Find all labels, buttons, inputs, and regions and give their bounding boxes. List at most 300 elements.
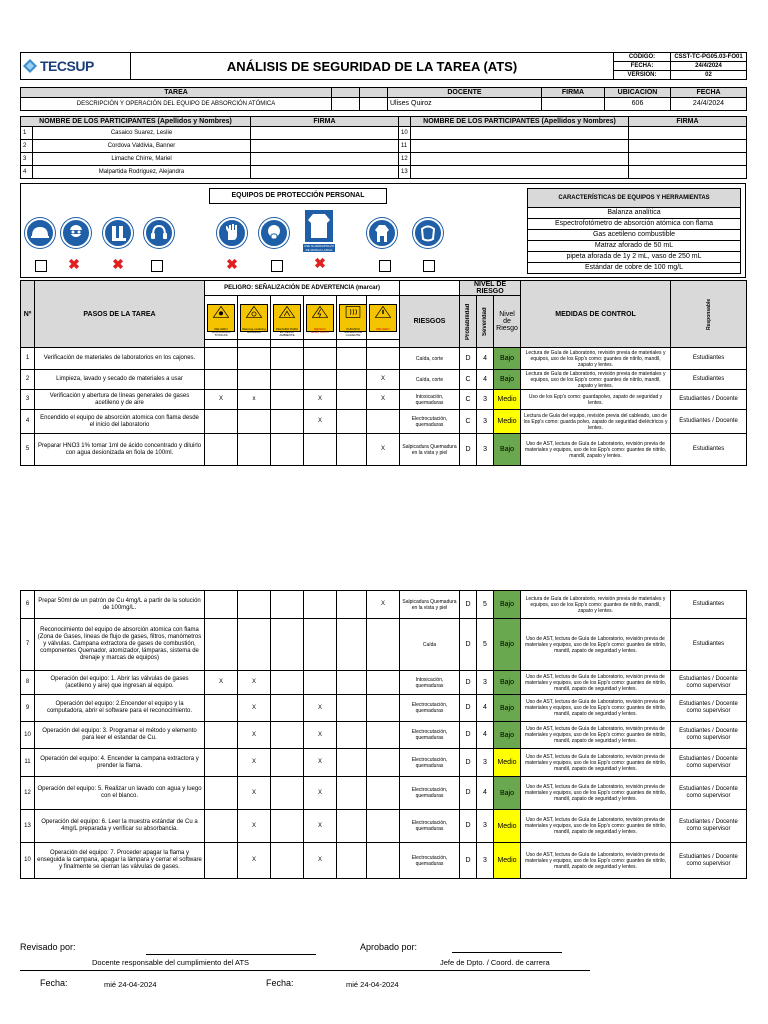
risk-description: Caída <box>400 619 460 671</box>
hazard-mark <box>337 777 367 810</box>
epp-section <box>20 183 746 278</box>
hazard-mark <box>367 843 400 879</box>
hazard-mark <box>238 410 271 434</box>
task-step-row <box>21 843 747 879</box>
hazard-mark <box>271 749 304 777</box>
participant-number: 13 <box>399 166 411 179</box>
risk-rows-page2 <box>21 591 747 879</box>
ear-protection-icon <box>144 218 174 248</box>
hazard-mark: X <box>304 843 337 879</box>
codigo-value: CSST-TC-PG05.03-FO01 <box>671 53 747 62</box>
hazard-mark: X <box>205 671 238 695</box>
step-number: 4 <box>21 410 35 434</box>
hazard-mark <box>337 749 367 777</box>
step-number: 5 <box>21 434 35 466</box>
version-label: VERSIÓN: <box>614 71 671 80</box>
severity-value: 3 <box>477 390 494 410</box>
participant-row <box>21 166 747 179</box>
fecha-label-1: Fecha: <box>40 978 68 988</box>
step-number: 7 <box>21 619 35 671</box>
step-number: 9 <box>21 695 35 722</box>
step-number: 2 <box>21 370 35 390</box>
task-step-row <box>21 410 747 434</box>
sign-oxidizer-cell <box>238 296 271 340</box>
task-step-row <box>21 348 747 370</box>
step-description: Prepar 50ml de un patrón de Cu 4mg/L a partir de la solución de 100mg/L. <box>35 591 205 619</box>
hazard-mark <box>337 434 367 466</box>
participant-number: 11 <box>399 140 411 153</box>
risk-level-badge: Bajo <box>494 348 521 370</box>
probability-value: D <box>460 348 477 370</box>
step-number: 1 <box>21 348 35 370</box>
severity-value: 3 <box>477 434 494 466</box>
respirator-checkbox[interactable] <box>271 260 283 272</box>
participant-row <box>21 140 747 153</box>
severity-value: 3 <box>477 671 494 695</box>
severity-value: 3 <box>477 810 494 843</box>
risk-description: Caída, corte <box>400 370 460 390</box>
step-number: 12 <box>21 777 35 810</box>
safety-boots-icon <box>103 218 133 248</box>
severity-value: 3 <box>477 843 494 879</box>
hazard-mark <box>367 671 400 695</box>
hazard-mark <box>304 619 337 671</box>
hazard-mark: x <box>238 390 271 410</box>
sign-caption: CUIDADO SUPERFICIE CALIENTE <box>343 326 362 337</box>
sign-caption: PELIGRO SUSTANCIAS TÓXICAS <box>211 326 231 337</box>
step-description: Operación del equipo: 1. Abrir las válvulas de gases (acetileno y aire) que ingresan al equipo. <box>35 671 205 695</box>
hazard-mark <box>271 722 304 749</box>
hazard-mark: X <box>238 671 271 695</box>
participant-row <box>21 127 747 140</box>
control-measures: Lectura de Guía de Laboratorio, revisión previa de materiales y equipos, uso de los Epp's como: guantes de nitrilo, mandil, zapato y lentes. <box>521 348 671 370</box>
hard-hat-checkbox[interactable] <box>35 260 47 272</box>
task-step-row <box>21 619 747 671</box>
task-step-row <box>21 434 747 466</box>
task-step-row <box>21 722 747 749</box>
aprobado-signature-line <box>452 952 562 953</box>
hazard-mark <box>205 434 238 466</box>
control-measures: Uso de AST, lectura de Guía de Laboratorio, revisión previa de materiales y equipos, uso de los Epp's como: guantes de nitrilo, mandil, zapato de seguridad y lentes. <box>521 695 671 722</box>
risk-level-badge: Medio <box>494 810 521 843</box>
probability-value: D <box>460 722 477 749</box>
safety-goggles-icon <box>61 218 91 248</box>
participant-name: Malpartida Rodriguez, Alejandra <box>33 166 251 179</box>
responsible-value: Estudiantes / Docente como supervisor <box>671 749 747 777</box>
hazard-mark <box>205 619 238 671</box>
hazard-mark: X <box>304 749 337 777</box>
hazard-mark <box>337 348 367 370</box>
firma-label: FIRMA <box>542 88 605 98</box>
hazard-mark: X <box>367 434 400 466</box>
severity-value: 5 <box>477 619 494 671</box>
risk-table-page1 <box>20 280 747 466</box>
lab-coat-caption: USE GUARDAPOLVO DE MANGA LARGA <box>304 244 334 252</box>
peligro-header: PELIGRO: SEÑALIZACIÓN DE ADVERTENCIA (marcar) <box>205 281 400 296</box>
hazard-mark <box>337 410 367 434</box>
task-step-row <box>21 749 747 777</box>
participant-number: 4 <box>21 166 33 179</box>
hazard-mark: X <box>304 410 337 434</box>
coverall-icon <box>367 218 397 248</box>
docente-label: DOCENTE <box>388 88 542 98</box>
fecha-value-1: mié 24-04-2024 <box>104 980 157 989</box>
no-header: Nº <box>21 281 35 348</box>
task-fecha-label: FECHA <box>671 88 747 98</box>
task-step-row <box>21 695 747 722</box>
responsible-value: Estudiantes <box>671 348 747 370</box>
hazard-mark <box>367 619 400 671</box>
riesgos-header: RIESGOS <box>400 296 460 348</box>
hazard-mark <box>271 843 304 879</box>
task-step-row <box>21 370 747 390</box>
fecha-value-2: mié 24-04-2024 <box>346 980 399 989</box>
probability-value: D <box>460 591 477 619</box>
ear-protection-checkbox[interactable] <box>151 260 163 272</box>
medidas-header: MEDIDAS DE CONTROL <box>521 281 671 348</box>
severity-value: 5 <box>477 591 494 619</box>
step-number: 13 <box>21 810 35 843</box>
probability-value: D <box>460 434 477 466</box>
control-measures: Uso de AST, lectura de Guía de Laboratorio, revisión previa de materiales y equipos, uso de los Epp's como: guantes de nitrilo, mandil, zapato de seguridad y lentes. <box>521 671 671 695</box>
participants-table <box>20 116 747 179</box>
lab-coat-marked-icon: ✖ <box>314 255 326 271</box>
hazard-mark: X <box>304 777 337 810</box>
risk-level-badge: Bajo <box>494 722 521 749</box>
step-description: Verificación y abertura de líneas generales de gases acetileno y de aire <box>35 390 205 410</box>
sign-caption: PELIGRO PARA EL MEDIO AMBIENTE <box>275 326 299 337</box>
logo-cell <box>21 53 131 80</box>
risk-description: Salpicadura Quemadura en la vista y piel <box>400 434 460 466</box>
hot-surface-warning-icon <box>339 304 367 337</box>
hazard-mark <box>205 810 238 843</box>
hazard-mark <box>271 777 304 810</box>
ubicacion-label: UBICACIÓN <box>605 88 671 98</box>
hazard-mark <box>238 619 271 671</box>
task-step-row <box>21 777 747 810</box>
hazard-mark <box>337 591 367 619</box>
sign-caption: Warning oxidizing substance <box>242 326 266 334</box>
hazard-mark <box>367 410 400 434</box>
risk-level-badge: Bajo <box>494 671 521 695</box>
task-step-row <box>21 810 747 843</box>
hazard-mark <box>205 777 238 810</box>
pasos-header: PASOS DE LA TAREA <box>35 281 205 348</box>
nivel-riesgo-header: Nivel de Riesgo <box>494 296 521 348</box>
risk-description: Intoxicación, quemaduras <box>400 671 460 695</box>
hazard-mark <box>337 722 367 749</box>
participant-row <box>21 153 747 166</box>
responsible-value: Estudiantes / Docente como supervisor <box>671 777 747 810</box>
docente-responsable-text: Docente responsable del cumplimiento del ATS <box>92 958 250 967</box>
probability-value: C <box>460 390 477 410</box>
step-description: Operación del equipo: 4. Encender la campana extractora y prender la flama. <box>35 749 205 777</box>
severity-value: 4 <box>477 777 494 810</box>
hazard-mark <box>271 671 304 695</box>
control-measures: Uso de los Epp's como: guardapolvo, zapato de seguridad y lentes. <box>521 390 671 410</box>
responsable-header: Responsable <box>705 298 712 330</box>
risk-description: Electrocutación, quemaduras <box>400 810 460 843</box>
hazard-mark <box>205 348 238 370</box>
risk-table-page2 <box>20 590 747 879</box>
aprobado-label: Aprobado por: <box>360 942 418 952</box>
control-measures: Uso de AST, lectura de Guía de Laboratorio, revisión previa de materiales y equipos, uso de los Epp's como: guantes de nitrilo, mandil, zapato de seguridad y lentes. <box>521 843 671 879</box>
risk-level-badge: Medio <box>494 843 521 879</box>
sign-toxic-cell <box>205 296 238 340</box>
version-value: 02 <box>671 71 747 80</box>
hard-hat-icon <box>25 218 55 248</box>
participant-number: 12 <box>399 153 411 166</box>
sign-danger-cell <box>367 296 400 340</box>
severity-value: 4 <box>477 695 494 722</box>
hazard-mark <box>337 370 367 390</box>
task-table <box>20 87 747 111</box>
hazard-mark <box>337 695 367 722</box>
hazard-mark <box>238 348 271 370</box>
step-description: Verificación de materiales de laboratorios en los cajones. <box>35 348 205 370</box>
epp-title: EQUIPOS DE PROTECCIÓN PERSONAL <box>209 188 387 204</box>
hazard-mark: X <box>238 810 271 843</box>
participants-header-left: NOMBRE DE LOS PARTICIPANTES (Apellidos y Nombres) <box>21 117 251 127</box>
hazard-mark <box>304 434 337 466</box>
hazard-mark: X <box>367 591 400 619</box>
probability-value: D <box>460 695 477 722</box>
risk-level-badge: Bajo <box>494 695 521 722</box>
signature-footer <box>20 942 746 1000</box>
task-step-row <box>21 591 747 619</box>
hazard-mark <box>367 722 400 749</box>
participants-firma-left: FIRMA <box>251 117 399 127</box>
probability-value: D <box>460 777 477 810</box>
severity-value: 4 <box>477 722 494 749</box>
probability-value: C <box>460 370 477 390</box>
hazard-mark <box>337 671 367 695</box>
hazard-mark: X <box>238 777 271 810</box>
hazard-mark <box>205 591 238 619</box>
hazard-mark: X <box>304 390 337 410</box>
hazard-mark <box>238 370 271 390</box>
hazard-mark <box>367 749 400 777</box>
risk-level-badge: Medio <box>494 749 521 777</box>
responsible-value: Estudiantes <box>671 434 747 466</box>
environment-warning-icon <box>273 304 301 337</box>
hazard-mark <box>271 348 304 370</box>
tarea-label: TAREA <box>21 88 332 98</box>
tool-item: Espectrofotómetro de absorción atómica con flama <box>528 219 741 230</box>
risk-description: Electrocutación, quemaduras <box>400 695 460 722</box>
hazard-mark <box>205 695 238 722</box>
hazard-mark <box>238 591 271 619</box>
nivel-header: NIVEL DE RIESGO <box>460 281 521 296</box>
participant-name: Casaico Suarez, Leslie <box>33 127 251 140</box>
risk-description: Electrocutación, quemaduras <box>400 749 460 777</box>
hazard-mark <box>304 348 337 370</box>
hazard-mark <box>337 390 367 410</box>
hazard-mark <box>367 348 400 370</box>
risk-level-badge: Bajo <box>494 591 521 619</box>
risk-level-badge: Bajo <box>494 619 521 671</box>
participant-name: Limache Chirre, Mariel <box>33 153 251 166</box>
responsible-value: Estudiantes / Docente <box>671 390 747 410</box>
severity-value: 4 <box>477 370 494 390</box>
risk-description: Electrocutación, quemaduras <box>400 410 460 434</box>
sign-caption: PELIGRO <box>376 326 390 331</box>
hazard-mark: X <box>238 722 271 749</box>
step-description: Reconocimiento del equipo de absorción atomica con flama (Zona de Gases, lineas de flujo de gases, filtros, manómetros y válvulas. Campana extractora de gases de combustión, componentes Quemador, atomizador, lámparas, sistema de drenaje y marcas de equipos) <box>35 619 205 671</box>
tool-item: Gas acetileno combustible <box>528 230 741 241</box>
risk-description: Electrocutación, quemaduras <box>400 777 460 810</box>
docente-value: Ulises Quiroz <box>388 98 542 111</box>
participant-name: Cordova Valdivia, Banner <box>33 140 251 153</box>
hazard-mark: X <box>367 390 400 410</box>
footer-divider <box>20 970 590 971</box>
hazard-mark <box>271 695 304 722</box>
ubicacion-value: 606 <box>605 98 671 111</box>
participants-header-right: NOMBRE DE LOS PARTICIPANTES (Apellidos y Nombres) <box>411 117 629 127</box>
participant-number: 3 <box>21 153 33 166</box>
tools-title: CARACTERÍSTICAS DE EQUIPOS Y HERRAMIENTAS <box>528 189 741 208</box>
hazard-mark <box>304 591 337 619</box>
control-measures: Lectura de Guía de Laboratorio, revisión previa de materiales y equipos, uso de los Epp's como: guantes de nitrilo, mandil, zapato y lentes. <box>521 591 671 619</box>
step-description: Preparar HNO3 1% tomar 1ml de ácido concentrado y diluirlo con agua desionizada en fiola de 100ml. <box>35 434 205 466</box>
control-measures: Lectura de Guía del equipo, revisión previa del cableado, uso de los Epp's como: guarda polvo, zapato de seguridad dieléctricos y lentes. <box>521 410 671 434</box>
task-step-row <box>21 671 747 695</box>
hazard-mark <box>367 777 400 810</box>
gloves-marked-icon: ✖ <box>226 256 238 272</box>
jefe-dpto-text: Jefe de Dpto. / Coord. de carrera <box>440 958 550 967</box>
control-measures: Uso de AST, lectura de Guía de Laboratorio, revisión previa de materiales y equipos, uso de los Epp's como: guantes de nitrilo, mandil, zapato de seguridad y lentes. <box>521 777 671 810</box>
participant-number: 2 <box>21 140 33 153</box>
hazard-mark: X <box>304 722 337 749</box>
sign-hot-surface-cell <box>337 296 367 340</box>
hazard-mark <box>271 810 304 843</box>
fecha-label-2: Fecha: <box>266 978 294 988</box>
risk-level-badge: Bajo <box>494 434 521 466</box>
revisado-label: Revisado por: <box>20 942 76 952</box>
step-description: Operación del equipo: 2.Encender el equipo y la computadora, abrir el software para el reconocimiento. <box>35 695 205 722</box>
risk-level-badge: Medio <box>494 410 521 434</box>
risk-level-badge: Medio <box>494 390 521 410</box>
codigo-label: CÓDIGO: <box>614 53 671 62</box>
revisado-signature-line <box>146 954 316 955</box>
control-measures: Uso de AST, lectura de Guía de Laboratorio, revisión previa de materiales y equipos, uso de los Epp's como: guantes de nitrilo, mandil, zapato de seguridad y lentes. <box>521 619 671 671</box>
step-description: Limpieza, lavado y secado de materiales a usar <box>35 370 205 390</box>
probability-value: D <box>460 843 477 879</box>
risk-level-badge: Bajo <box>494 370 521 390</box>
probability-value: D <box>460 810 477 843</box>
risk-description: Electrocutación, quemaduras <box>400 722 460 749</box>
step-number: 11 <box>21 749 35 777</box>
hazard-mark: X <box>205 390 238 410</box>
task-fecha-value: 24/4/2024 <box>671 98 747 111</box>
hazard-mark <box>367 695 400 722</box>
hazard-mark: X <box>238 749 271 777</box>
severidad-header: Severidad <box>481 307 488 336</box>
hazard-mark <box>304 370 337 390</box>
hazard-mark: X <box>238 695 271 722</box>
electric-warning-icon <box>306 304 334 332</box>
hazard-mark <box>271 390 304 410</box>
hazard-mark <box>304 671 337 695</box>
probability-value: C <box>460 410 477 434</box>
risk-description: Caída, corte <box>400 348 460 370</box>
responsible-value: Estudiantes <box>671 591 747 619</box>
hazard-mark <box>205 370 238 390</box>
probabilidad-header: Probabilidad <box>464 303 471 340</box>
header-table <box>20 52 747 80</box>
step-description: Operación del equipo: 6. Leer la muestra estándar de Cu a 4mg/L preparada y verificar su absorbancia. <box>35 810 205 843</box>
responsible-value: Estudiantes / Docente como supervisor <box>671 843 747 879</box>
toxic-warning-icon <box>207 304 235 337</box>
severity-value: 3 <box>477 410 494 434</box>
document-title: ANÁLISIS DE SEGURIDAD DE LA TAREA (ATS) <box>131 53 614 80</box>
oxidizer-warning-icon <box>240 304 268 332</box>
control-measures: Lectura de Guía de Laboratorio, revisión previa de materiales y equipos, uso de los Epp's como: guantes de nitrilo, mandil, zapato y lentes. <box>521 370 671 390</box>
sign-environment-cell <box>271 296 304 340</box>
sign-electric-cell <box>304 296 337 340</box>
hazard-mark <box>271 410 304 434</box>
safety-goggles-marked-icon: ✖ <box>68 256 80 272</box>
step-description: Encendido el equipo de absorción atomica con flama desde el inicio del laboratorio <box>35 410 205 434</box>
severity-value: 4 <box>477 348 494 370</box>
respirator-icon <box>259 218 289 248</box>
responsible-value: Estudiantes / Docente <box>671 410 747 434</box>
control-measures: Uso de AST, lectura de Guía de Laboratorio, revisión previa de materiales y equipos, uso de los Epp's como: guantes de nitrilo, mandil, zapato de seguridad y lentes. <box>521 749 671 777</box>
hazard-mark <box>337 619 367 671</box>
severity-value: 3 <box>477 749 494 777</box>
tool-item: pipeta aforada de 1y 2 mL, vaso de 250 mL <box>528 252 741 263</box>
face-shield-checkbox[interactable] <box>423 260 435 272</box>
hazard-mark: X <box>304 810 337 843</box>
hazard-mark <box>337 810 367 843</box>
hazard-mark <box>271 434 304 466</box>
probability-value: D <box>460 671 477 695</box>
face-shield-icon <box>413 218 443 248</box>
risk-description: Salpicadura Quemadura en la vista y piel <box>400 591 460 619</box>
participant-number: 10 <box>399 127 411 140</box>
participants-firma-right: FIRMA <box>629 117 747 127</box>
responsible-value: Estudiantes <box>671 619 747 671</box>
tool-item: Estándar de cobre de 100 mg/L <box>528 263 741 274</box>
gloves-icon <box>217 218 247 248</box>
tarea-value: DESCRIPCIÓN Y OPERACIÓN DEL EQUIPO DE ABSORCIÓN ATÓMICA <box>21 98 332 111</box>
hazard-mark: X <box>238 843 271 879</box>
tool-item: Balanza analítica <box>528 208 741 219</box>
hazard-mark <box>205 410 238 434</box>
probability-value: D <box>460 619 477 671</box>
hazard-mark: X <box>367 370 400 390</box>
participant-number: 1 <box>21 127 33 140</box>
hazard-mark <box>205 722 238 749</box>
responsible-value: Estudiantes / Docente como supervisor <box>671 722 747 749</box>
hazard-mark <box>271 591 304 619</box>
responsible-value: Estudiantes / Docente como supervisor <box>671 695 747 722</box>
tecsup-logo-icon <box>23 59 37 73</box>
hazard-mark <box>367 810 400 843</box>
step-description: Operación del equipo: 3. Programar el método y elemento para leer el estandar de Cu. <box>35 722 205 749</box>
responsible-value: Estudiantes / Docente como supervisor <box>671 671 747 695</box>
responsible-value: Estudiantes <box>671 370 747 390</box>
coverall-checkbox[interactable] <box>379 260 391 272</box>
hazard-mark <box>271 370 304 390</box>
step-description: Operación del equipo: 7. Proceder apagar la flama y enseguida la campana, apagar la lámpara y cerrar el software y finalmente se cierran las válvulas de gases. <box>35 843 205 879</box>
control-measures: Uso de AST, lectura de Guía de Laboratorio, revisión previa de materiales y equipos, uso de los Epp's como: guantes de nitrilo, mandil, zapato de seguridad y lentes. <box>521 810 671 843</box>
company-logo-text: TECSUP <box>40 58 94 74</box>
sign-caption: RIESGO ELÉCTRICO <box>311 326 329 334</box>
step-number: 10 <box>21 722 35 749</box>
hazard-mark <box>205 749 238 777</box>
risk-description: Electrocutación, quemaduras <box>400 843 460 879</box>
